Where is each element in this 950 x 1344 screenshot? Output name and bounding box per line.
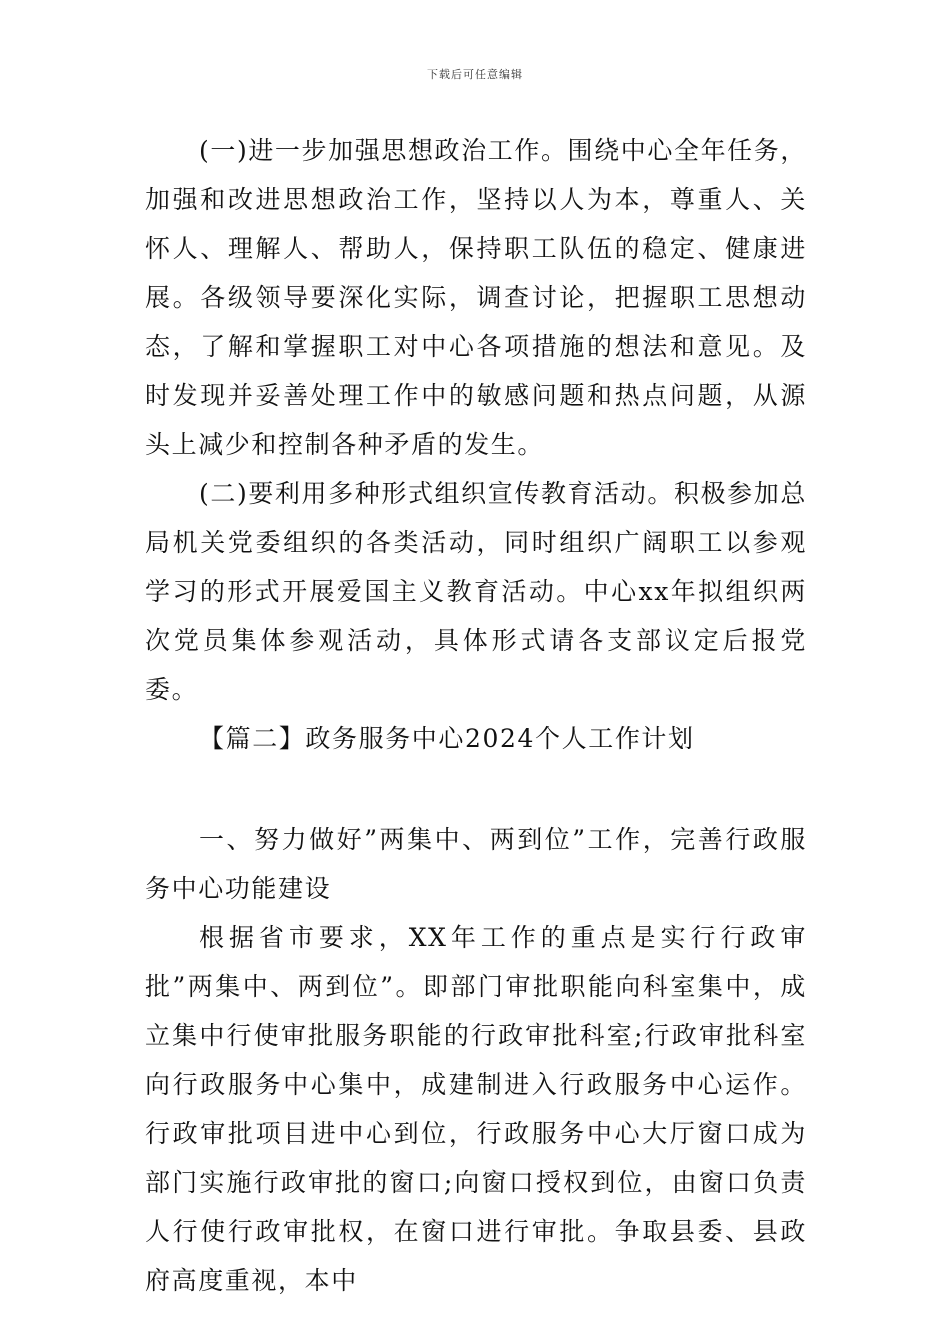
- paragraph-heading-one: 一、努力做好”两集中、两到位”工作，完善行政服务中心功能建设: [145, 825, 807, 903]
- paragraph-education-activities: (二)要利用多种形式组织宣传教育活动。积极参加总局机关党委组织的各类活动，同时组织广阔职工以参观学习的形式开展爱国主义教育活动。中心xx年拟组织两次党员集体参观活动，具体形式请各支部议定后报党委。: [145, 479, 807, 704]
- paragraph-approval-centralization: 根据省市要求，XX年工作的重点是实行行政审批”两集中、两到位”。即部门审批职能向科室集中，成立集中行使审批服务职能的行政审批科室;行政审批科室向行政服务中心集中，成建制进入行政服务中心运作。行政审批项目进中心到位，行政服务中心大厅窗口成为部门实施行政审批的窗口;向窗口授权到位，由窗口负责人行使行政审批权，在窗口进行审批。争取县委、县政府高度重视，本中: [145, 923, 807, 1295]
- section-title: 【篇二】政务服务中心2024个人工作计划: [199, 724, 695, 753]
- document-body: [145, 126, 807, 1305]
- blank-gap: [145, 763, 807, 815]
- paragraph-ideological-work: (一)进一步加强思想政治工作。围绕中心全年任务，加强和改进思想政治工作，坚持以人为本，尊重人、关怀人、理解人、帮助人，保持职工队伍的稳定、健康进展。各级领导要深化实际，调查讨论，把握职工思想动态，了解和掌握职工对中心各项措施的想法和意见。及时发现并妥善处理工作中的敏感问题和热点问题，从源头上减少和控制各种矛盾的发生。: [145, 136, 807, 459]
- header-note: 下载后可任意编辑: [427, 68, 523, 81]
